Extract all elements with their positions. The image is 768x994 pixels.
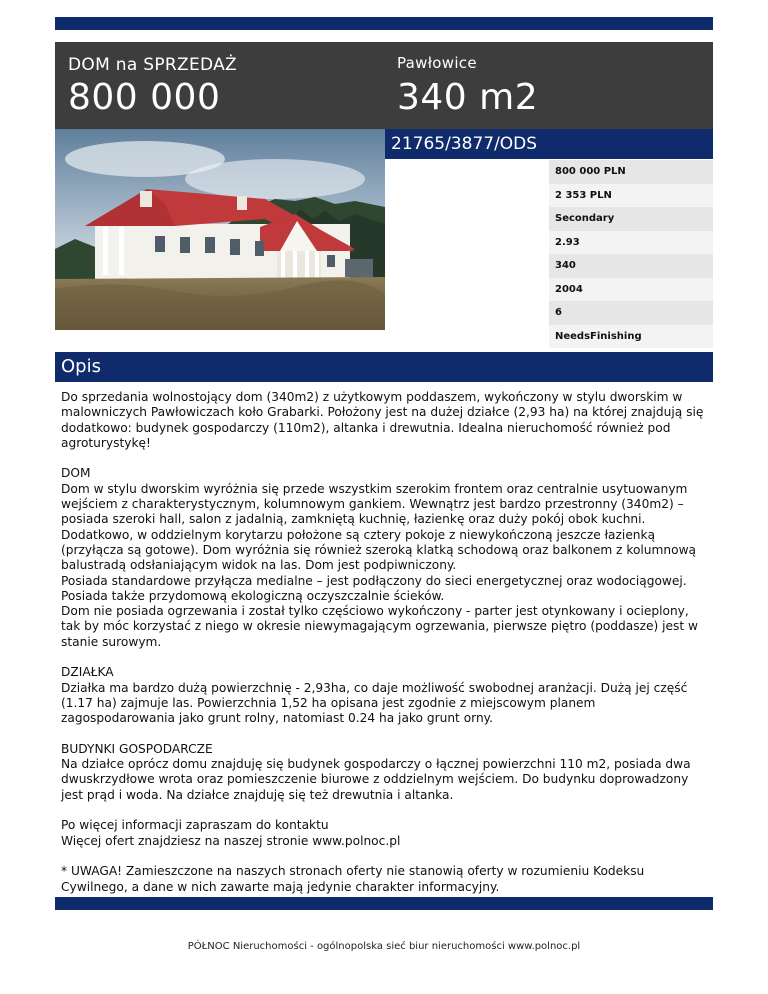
- area-headline: 340 m2: [397, 77, 539, 118]
- spec-value: 6: [555, 307, 562, 318]
- house-photo: [55, 129, 385, 330]
- price-headline: 800 000: [68, 77, 221, 118]
- spec-value: 800 000 PLN: [555, 166, 626, 177]
- reference-bar: [385, 129, 713, 159]
- spec-value: 340: [555, 260, 576, 271]
- offer-type: DOM na SPRZEDAŻ: [68, 55, 237, 75]
- description-paragraph: DZIAŁKA Działka ma bardzo dużą powierzchnię - 2,93ha, co daje możliwość swobodnej aranżacji. Dużą jej część (1.17 ha) zajmuje las. Powierzchnia 1,52 ha opisana jest zgodnie z miejscowym planem zagospodarowania jako grunt rolny, natomiast 0.24 ha jako grunt orny.: [61, 665, 688, 726]
- top-accent-bar: [55, 17, 713, 30]
- bottom-accent-bar: [55, 897, 713, 910]
- spec-row-year: [385, 278, 713, 302]
- reference-number: 21765/3877/ODS: [391, 134, 538, 154]
- spec-value: Secondary: [555, 213, 615, 224]
- spec-row-plot-area: [385, 231, 713, 255]
- description-paragraph: Po więcej informacji zapraszam do kontaktu Więcej ofert znajdziesz na naszej stronie www.polnoc.pl: [61, 818, 401, 848]
- spec-value: 2004: [555, 283, 583, 295]
- spec-value: NeedsFinishing: [555, 330, 642, 342]
- description-paragraph: DOM Dom w stylu dworskim wyróżnia się przede wszystkim szerokim frontem oraz centralnie usytuowanym wejściem z charakterystycznym, kolumnowym gankiem. Wewnątrz jest bardzo przestronny (340m2) – posiada szeroki hall, salon z jadalnią, zamkniętą kuchnię, łazienkę oraz duży pokój obok kuchni. Dodatkowo, w oddzielnym korytarzu położone są cztery pokoje z niewykończoną jeszcze łazienką (przyłącza są gotowe). Dom wyróżnia się również szeroką klatką schodową oraz balkonem z kolumnową balustradą odsłaniającym widok na las. Dom jest podpiwniczony. Posiada standardowe przyłącza medialne – jest podłączony do sieci energetycznej oraz wodociągowej. Posiada także przydomową ekologiczną oczyszczalnie ścieków. Dom nie posiada ogrzewania i został tylko częściowo wykończony - parter jest otynkowany i ocieplony, tak by móc korzystać z niego w okresie niewymagającym ogrzewania, pierwsze piętro (poddasze) jest w stanie surowym.: [61, 466, 698, 649]
- spec-value: 2 353 PLN: [555, 189, 612, 201]
- spec-row-area: [385, 254, 713, 278]
- spec-row-market: [385, 207, 713, 231]
- description-heading-bar: [55, 352, 713, 382]
- description-body: [61, 390, 711, 910]
- spec-value: 2.93: [555, 236, 580, 248]
- footer-text: PÓŁNOC Nieruchomości - ogólnopolska sieć biur nieruchomości www.polnoc.pl: [187, 941, 581, 952]
- description-paragraph: BUDYNKI GOSPODARCZE Na działce oprócz domu znajduję się budynek gospodarczy o łącznej powierzchni 110 m2, posiada dwa dwuskrzydłowe wrota oraz pomieszczenie biurowe z oddzielnym wejściem. Do budynku doprowadzony jest prąd i woda. Na działce znajduję się też drewutnia i altanka.: [61, 741, 691, 802]
- spec-row-price-per-m2: [385, 184, 713, 208]
- description-paragraph: * UWAGA! Zamieszczone na naszych stronach oferty nie stanowią oferty w rozumieniu Kodeksu Cywilnego, a dane w nich zawarte mają jedynie charakter informacyjny.: [61, 864, 645, 894]
- description-heading: Opis: [61, 356, 101, 377]
- location: Pawłowice: [397, 54, 477, 72]
- spec-table: [385, 160, 713, 348]
- spec-row-price: [385, 160, 713, 184]
- spec-row-rooms: [385, 301, 713, 325]
- description-paragraph: Do sprzedania wolnostojący dom (340m2) z użytkowym poddaszem, wykończony w stylu dworskim w malowniczych Pawłowiczach koło Grabarki. Położony jest na dużej działce (2,93 ha) na której znajdują się dodatkowo: budynek gospodarczy (110m2), altanka i drewutnia. Idealna nieruchomość również pod agroturystykę!: [61, 390, 704, 450]
- listing-header: [55, 42, 713, 129]
- spec-row-condition: [385, 325, 713, 349]
